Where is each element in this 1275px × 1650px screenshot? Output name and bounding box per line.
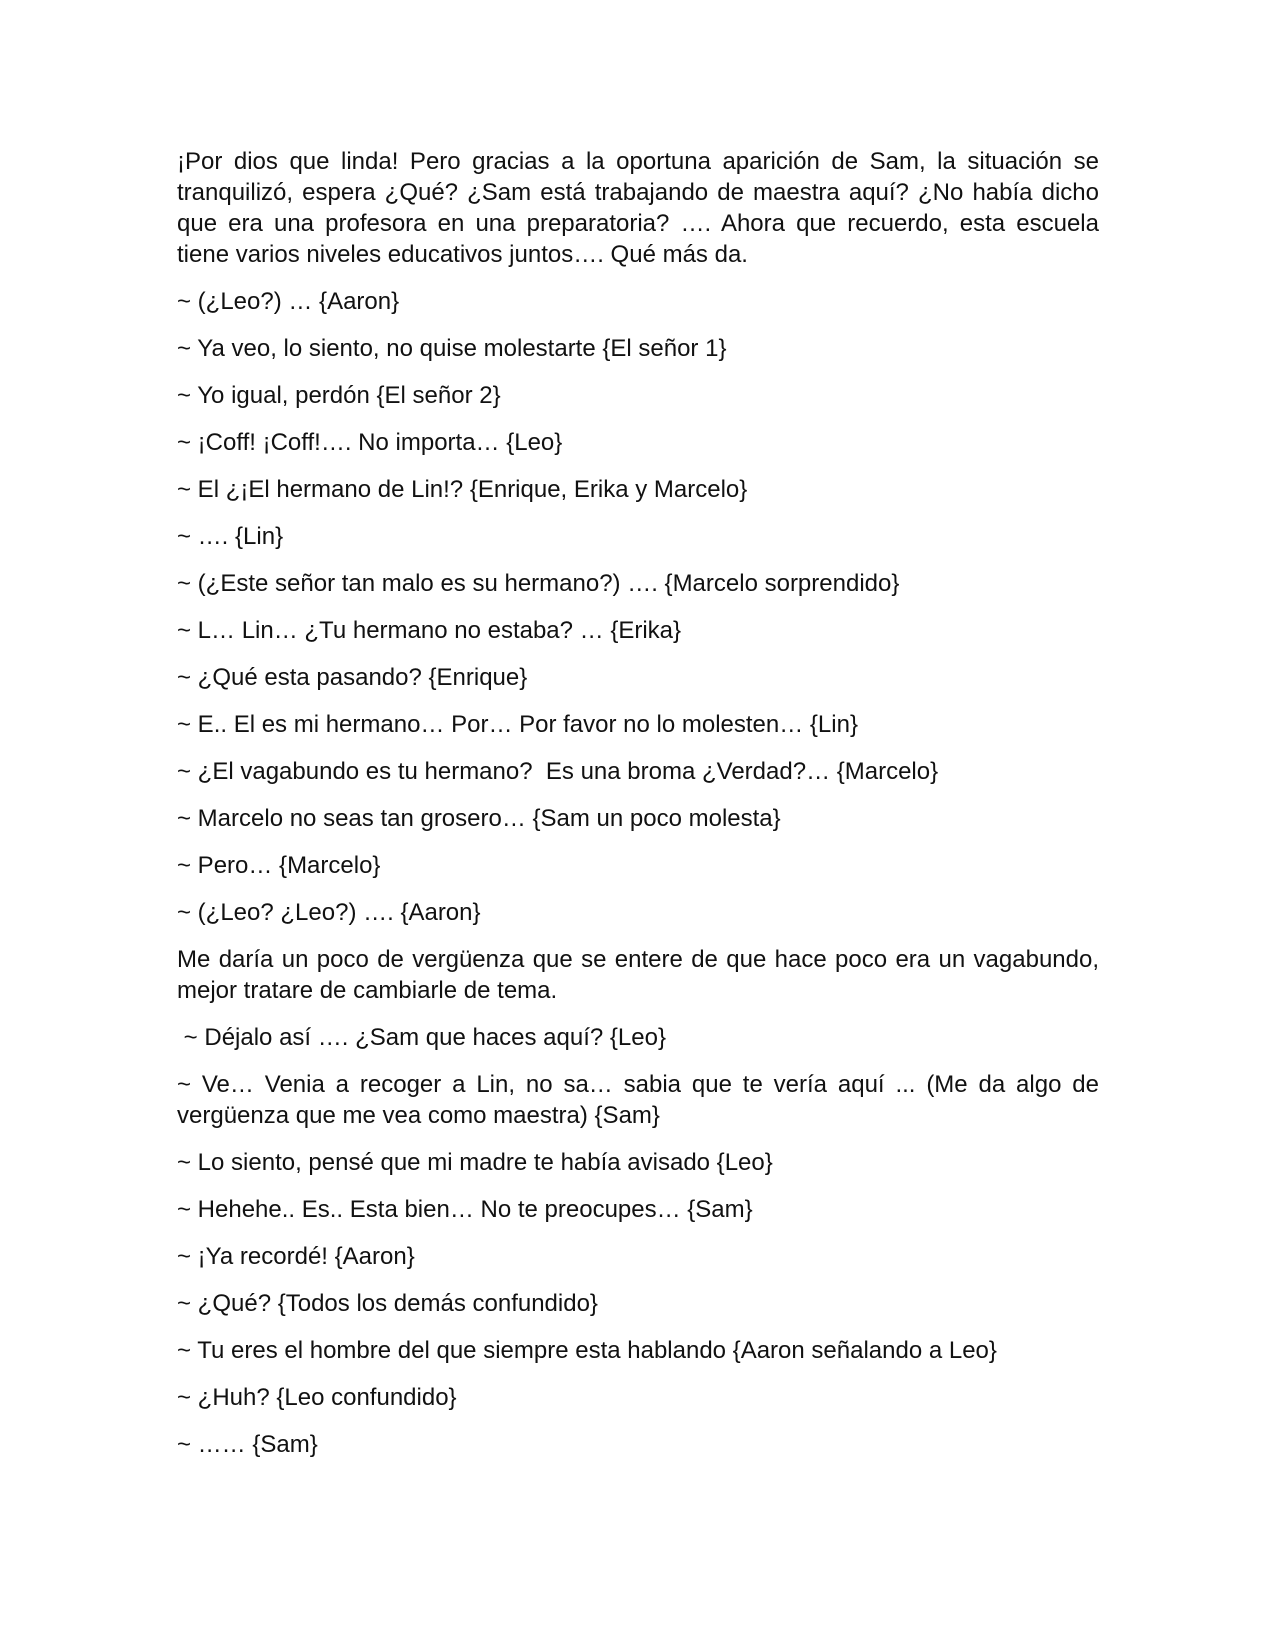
dialogue-line: ~ ¡Ya recordé! {Aaron} <box>177 1243 415 1270</box>
dialogue-line: ~ Yo igual, perdón {El señor 2} <box>177 382 501 409</box>
dialogue-line: ~ (¿Este señor tan malo es su hermano?) …. {Marcelo sorprendido} <box>177 570 900 597</box>
document-page <box>177 146 1106 1476</box>
dialogue-line: ~ Pero… {Marcelo} <box>177 852 381 879</box>
dialogue-line: ~ Ya veo, lo siento, no quise molestarte {El señor 1} <box>177 335 727 362</box>
dialogue-line: ~ …. {Lin} <box>177 523 284 550</box>
narration-paragraph: ¡Por dios que linda! Pero gracias a la oportuna aparición de Sam, la situación se tranquilizó, espera ¿Qué? ¿Sam está trabajando de maestra aquí? ¿No había dicho que era una profesora en una preparatoria? …. Ahora que recuerdo, esta escuela tiene varios niveles educativos juntos…. Qué más da. <box>177 148 1099 268</box>
dialogue-line: ~ Hehehe.. Es.. Esta bien… No te preocupes… {Sam} <box>177 1196 753 1223</box>
dialogue-line: ~ Déjalo así …. ¿Sam que haces aquí? {Leo} <box>177 1024 666 1051</box>
dialogue-line: ~ E.. El es mi hermano… Por… Por favor no lo molesten… {Lin} <box>177 711 858 738</box>
dialogue-line: ~ El ¿¡El hermano de Lin!? {Enrique, Erika y Marcelo} <box>177 476 748 503</box>
dialogue-line: ~ ¿Qué? {Todos los demás confundido} <box>177 1290 598 1317</box>
dialogue-line: ~ Ve… Venia a recoger a Lin, no sa… sabia que te vería aquí ... (Me da algo de vergüenza que me vea como maestra) {Sam} <box>177 1071 1106 1129</box>
dialogue-line: ~ Lo siento, pensé que mi madre te había avisado {Leo} <box>177 1149 773 1176</box>
dialogue-line: ~ (¿Leo?) … {Aaron} <box>177 288 400 315</box>
narration-paragraph: Me daría un poco de vergüenza que se entere de que hace poco era un vagabundo, mejor tratare de cambiarle de tema. <box>177 946 1099 1004</box>
dialogue-line: ~ L… Lin… ¿Tu hermano no estaba? … {Erika} <box>177 617 682 644</box>
dialogue-block-2 <box>177 1022 1106 1460</box>
dialogue-block-1 <box>177 286 1099 928</box>
dialogue-line: ~ ¿Qué esta pasando? {Enrique} <box>177 664 528 691</box>
dialogue-line: ~ ¿El vagabundo es tu hermano? Es una broma ¿Verdad?… {Marcelo} <box>177 758 939 785</box>
dialogue-line: ~ Tu eres el hombre del que siempre esta hablando {Aaron señalando a Leo} <box>177 1337 997 1364</box>
dialogue-line: ~ ¿Huh? {Leo confundido} <box>177 1384 457 1411</box>
dialogue-line: ~ …… {Sam} <box>177 1431 318 1458</box>
dialogue-line: ~ Marcelo no seas tan grosero… {Sam un poco molesta} <box>177 805 781 832</box>
dialogue-line: ~ ¡Coff! ¡Coff!…. No importa… {Leo} <box>177 429 563 456</box>
dialogue-line: ~ (¿Leo? ¿Leo?) …. {Aaron} <box>177 899 481 926</box>
